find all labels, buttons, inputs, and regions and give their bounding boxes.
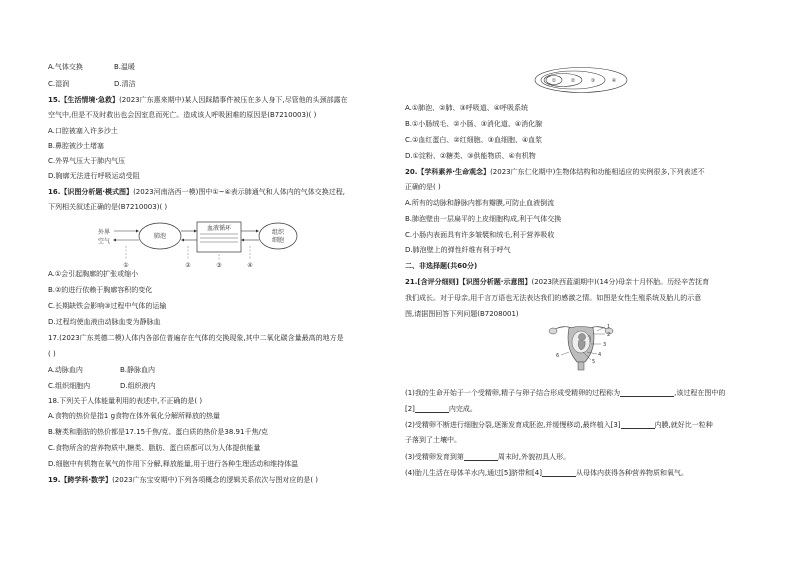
venn-label-4: ④: [611, 78, 617, 84]
vagina: [578, 362, 584, 370]
q20-tag: 20.【学科素养·生命观念】: [405, 168, 491, 176]
female-reproductive-system-figure: [541, 322, 621, 372]
q17-option-a: A.动脉血内: [48, 366, 83, 374]
q19-option-b: B.①小肠绒毛、②小肠、③消化道、④消化腺: [405, 120, 543, 128]
q16-option-b: B.②的进行依赖于胸廓容积的变化: [48, 286, 153, 294]
section-2-heading: 二、非选择题(共60分): [405, 262, 478, 270]
q18-option-a: A.食物的热价是指1 g食物在体外氧化分解所释放的热量: [48, 412, 221, 420]
q21-sub4-text-b: 从母体内获得各种营养物质和氧气。: [575, 469, 688, 477]
gas-exchange-diagram: [48, 214, 308, 270]
tissue-label-2: 细胞: [271, 237, 285, 244]
q20-option-c: C.小肠内表面具有许多皱襞和绒毛,利于营养吸收: [405, 231, 555, 239]
q16-option-d: D.过程均使血液由动脉血变为静脉血: [48, 318, 161, 326]
q21-sub3-text-a: (3)受精卵发育到第: [405, 453, 464, 461]
q15-option-b: B.鼻腔被沙土堵塞: [48, 142, 105, 150]
q18-option-c: C.食物所含的营养物质中,糖类、脂肪、蛋白质都可以为人体提供能量: [48, 444, 261, 452]
arrowhead-1b: [113, 239, 116, 242]
q16-tag: 16.【识图分析题·模式图】: [48, 188, 134, 196]
q15-option-a: A.口腔被塞入许多沙土: [48, 127, 118, 135]
q17-option-c: C.组织细胞内: [48, 382, 91, 390]
q14-option-c: C.湿润: [48, 80, 70, 88]
process-number-3: ③: [216, 262, 222, 269]
q21-sub1-text-d: 内完成。: [448, 405, 477, 413]
q20-option-d: D.肺泡壁上的弹性纤维有利于呼气: [405, 246, 511, 254]
q14-option-b: B.温暖: [114, 63, 136, 71]
q15-tag: 15.【生活情境·急救】: [48, 96, 120, 104]
arrowhead-2a: [194, 230, 197, 233]
q15-stem: [48, 97, 348, 104]
q21-sub2-text-a: (2)受精卵不断进行细胞分裂,逐渐发育成胚泡,并缓慢移动,最终植入[3]: [405, 421, 621, 429]
fetus-head: [579, 334, 586, 341]
q21-sub3-line: [405, 453, 570, 461]
q21-sub2-line2: 子落到了土壤中。: [405, 436, 461, 444]
q21-sub3-text-b: 周末时,外貌初具人形。: [497, 453, 571, 461]
q21-stem-line3: 图,请据图回答下列问题(B7208001): [405, 310, 519, 318]
q15-stem-text: (2023广东惠来期中)某人因踩踏事件被压在多人身下,尽管他的头颈部露在: [119, 96, 348, 104]
arrowhead-1a: [136, 230, 139, 233]
q16-option-a: A.①会引起胸廓的扩张或缩小: [48, 270, 139, 278]
venn-label-1: ①: [551, 78, 557, 84]
q21-sub2-line1: [405, 421, 713, 429]
q14-option-a: A.气体交换: [48, 63, 83, 71]
q21-sub3-answer-blank[interactable]: [464, 453, 498, 461]
ovary-left: [549, 328, 557, 334]
q17-stem-line2: ( ): [48, 350, 56, 358]
q16-stem: [48, 189, 345, 196]
q17-option-b: B.静脉血内: [120, 366, 156, 374]
lung-label: 肺泡: [153, 233, 167, 240]
diagram-label-outside-2: 空气: [98, 238, 111, 245]
q21-sub4-line: [405, 469, 688, 477]
venn-ring-2: [544, 74, 582, 87]
figure-label-2: 2: [607, 332, 611, 338]
q17-option-d: D.组织液内: [120, 382, 156, 390]
figure-label-3: 3: [603, 342, 607, 348]
q19-tag: 19.【跨学科·数学】: [48, 476, 113, 484]
q16-stem-line2: 下列相关叙述正确的是(B7210003)( ): [48, 203, 168, 211]
q21-sub1-text-c: [2]: [405, 405, 415, 413]
tissue-label-1: 组织: [271, 229, 285, 236]
venn-label-3: ③: [590, 78, 596, 84]
q20-option-a: A.所有的动脉和静脉内都有瓣膜,可防止血液倒流: [405, 199, 555, 207]
q21-sub1-answer-blank-2[interactable]: [415, 405, 449, 413]
q19-option-d: D.①淀粉、②糖类、③供能物质、④有机物: [405, 152, 536, 160]
leader-line-6: [561, 352, 569, 355]
q14-option-d: D.清洁: [114, 80, 136, 88]
q21-tag: 21.[含评分细则]【识图分析题·示意图】: [405, 278, 532, 286]
q19-stem: [48, 477, 318, 484]
figure-label-5: 5: [592, 359, 596, 365]
q15-option-c: C.外界气压大于肺内气压: [48, 157, 126, 165]
process-number-4: ④: [247, 262, 253, 269]
blood-circulation-label: 血液循环: [206, 225, 232, 232]
q20-option-b: B.肺泡壁由一层扁平的上皮细胞构成,利于气体交换: [405, 215, 562, 223]
q19-stem-text: (2023广东宝安期中)下列各项概念的逻辑关系依次与图对应的是( ): [112, 476, 319, 484]
nested-concepts-diagram: [533, 66, 629, 94]
diagram-label-outside-1: 外界: [98, 229, 111, 236]
tissue-ellipse: [259, 223, 297, 249]
q21-sub2-text-b: 内膜,就好比一粒种: [654, 421, 713, 429]
figure-label-6: 6: [556, 353, 560, 359]
q18-stem: 18.下列关于人体能量利用的表述中,不正确的是( ): [48, 397, 203, 405]
q21-sub4-answer-blank[interactable]: [542, 469, 576, 477]
q19-option-c: C.①血红蛋白、②红细胞、③血细胞、④血浆: [405, 136, 543, 144]
q21-stem-text: (2023陕西蓝湖期中)(14分)母亲十月怀胎。历经辛苦抚育: [531, 278, 710, 286]
q20-stem-text: (2023广东仁化期中)生物体结构和功能相适应的实例很多,下列表述不: [490, 168, 705, 176]
process-number-2: ②: [185, 262, 191, 269]
q18-option-d: D.细胞中有机物在氧气的作用下分解,释放能量,用于进行各种生理活动和维持体温: [48, 460, 299, 468]
q20-stem: [405, 169, 705, 176]
q21-sub1-answer-blank-1[interactable]: [620, 389, 674, 397]
arrowhead-3a: [256, 230, 259, 233]
figure-label-4: 4: [598, 352, 602, 358]
q21-sub1-line1: [405, 389, 725, 397]
q17-stem: 17.(2023广东英德二模)人体内各部位普遍存在气体的交换现象,其中二氧化碳含量最高的地方是: [48, 334, 344, 342]
process-number-1: ①: [123, 262, 129, 269]
q15-stem-line2: 空气中,但是不及时救出也会因室息而死亡。造成该人呼吸困难的原因是(B7210003)( ): [48, 111, 317, 119]
arrowhead-2b: [181, 239, 184, 242]
q16-option-c: C.长期缺铁会影响③过程中气体的运输: [48, 302, 167, 310]
q21-sub4-text-a: (4)胎儿生活在母体羊水内,通过[5]脐带和[4]: [405, 469, 542, 477]
q21-sub1-text-b: ,该过程在图中的: [674, 389, 726, 397]
q18-option-b: B.糖类和脂肪的热价都是17.15千焦/克、蛋白质的热价是38.91千焦/克: [48, 428, 268, 436]
arrowhead-3b: [241, 239, 244, 242]
q20-stem-line2: 正确的是( ): [405, 183, 441, 191]
q21-stem: [405, 279, 709, 286]
figure-label-1: 1: [607, 324, 611, 330]
q21-sub1-line2: [405, 405, 477, 413]
q19-option-a: A.①肺泡、②肺、③呼吸道、④呼吸系统: [405, 104, 528, 112]
q15-option-d: D.胸廓无法进行呼吸运动受阻: [48, 172, 140, 180]
q21-stem-line2: 我们成长。对于母亲,用千言万语也无法表达我们的感激之情。如图是女性生殖系统及胎儿的示意: [405, 294, 702, 302]
q21-sub1-text-a: (1)我的生命开始于一个受精卵,精子与卵子结合形成受精卵的过程称为: [405, 389, 621, 397]
venn-label-2: ②: [570, 78, 576, 84]
q16-stem-text: (2023河南洛西一模)图中①~④表示肺通气和人体内的气体交换过程,: [133, 188, 345, 196]
q21-sub2-answer-blank[interactable]: [621, 421, 655, 429]
